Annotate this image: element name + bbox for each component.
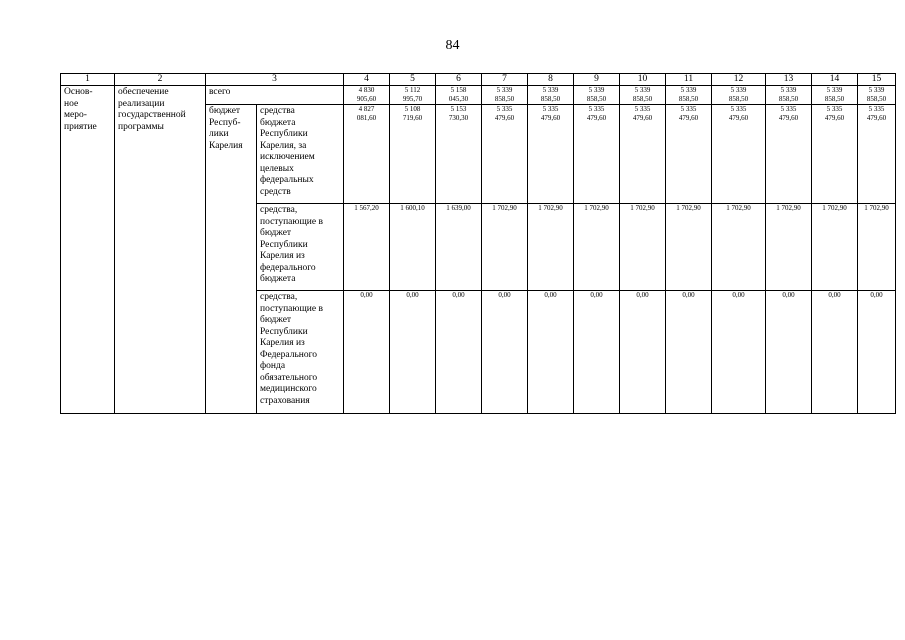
foms-value-cell: 0,00: [436, 291, 482, 414]
header-col-2: 2: [115, 74, 206, 86]
foms-value-cell: 0,00: [812, 291, 858, 414]
header-col-3: 3: [206, 74, 344, 86]
total-value-cell: 5 339 858,50: [812, 86, 858, 105]
rk-own-value-cell: 5 335 479,60: [766, 105, 812, 204]
total-value-cell: 5 339 858,50: [620, 86, 666, 105]
page-number: 84: [445, 38, 460, 53]
federal-value-cell: 1 639,00: [436, 204, 482, 291]
activity-type-cell: Основ- ное меро- приятие: [61, 86, 115, 414]
total-value-cell: 5 158 045,30: [436, 86, 482, 105]
budget-source-cell: бюджет Респуб- лики Карелия: [206, 105, 257, 414]
rk-own-value-cell: 4 827 081,60: [344, 105, 390, 204]
federal-value-cell: 1 702,90: [766, 204, 812, 291]
header-col-13: 13: [766, 74, 812, 86]
federal-value-cell: 1 702,90: [666, 204, 712, 291]
federal-value-cell: 1 702,90: [620, 204, 666, 291]
foms-value-cell: 0,00: [620, 291, 666, 414]
federal-value-cell: 1 600,10: [390, 204, 436, 291]
federal-value-cell: 1 567,20: [344, 204, 390, 291]
rk-own-value-cell: 5 335 479,60: [574, 105, 620, 204]
federal-budget-label: средства, поступающие в бюджет Республики Карелия из федерального бюджета: [257, 204, 344, 291]
federal-value-cell: 1 702,90: [812, 204, 858, 291]
federal-value-cell: 1 702,90: [858, 204, 896, 291]
header-col-12: 12: [712, 74, 766, 86]
rk-own-funds-label: средства бюджета Республики Карелия, за исключением целевых федеральных средств: [257, 105, 344, 204]
total-value-cell: 5 339 858,50: [574, 86, 620, 105]
federal-value-cell: 1 702,90: [482, 204, 528, 291]
header-row: [61, 74, 896, 86]
total-label-cell: всего: [206, 86, 344, 105]
rk-own-value-cell: 5 335 479,60: [620, 105, 666, 204]
activity-name-cell: обеспечение реализации государственной программы: [115, 86, 206, 414]
foms-value-cell: 0,00: [666, 291, 712, 414]
rk-own-value-cell: 5 335 479,60: [528, 105, 574, 204]
header-col-15: 15: [858, 74, 896, 86]
total-value-cell: 5 112 995,70: [390, 86, 436, 105]
federal-value-cell: 1 702,90: [574, 204, 620, 291]
header-col-11: 11: [666, 74, 712, 86]
federal-value-cell: 1 702,90: [528, 204, 574, 291]
header-col-5: 5: [390, 74, 436, 86]
rk-own-value-cell: 5 335 479,60: [812, 105, 858, 204]
header-col-9: 9: [574, 74, 620, 86]
foms-value-cell: 0,00: [766, 291, 812, 414]
rk-own-value-cell: 5 335 479,60: [482, 105, 528, 204]
header-col-7: 7: [482, 74, 528, 86]
total-value-cell: 5 339 858,50: [666, 86, 712, 105]
rk-own-value-cell: 5 335 479,60: [712, 105, 766, 204]
header-col-8: 8: [528, 74, 574, 86]
rk-own-value-cell: 5 335 479,60: [858, 105, 896, 204]
rk-own-value-cell: 5 153 730,30: [436, 105, 482, 204]
foms-value-cell: 0,00: [858, 291, 896, 414]
rk-own-value-cell: 5 335 479,60: [666, 105, 712, 204]
foms-value-cell: 0,00: [712, 291, 766, 414]
foms-value-cell: 0,00: [574, 291, 620, 414]
total-value-cell: 5 339 858,50: [482, 86, 528, 105]
foms-value-cell: 0,00: [528, 291, 574, 414]
total-value-cell: 4 830 905,60: [344, 86, 390, 105]
header-col-6: 6: [436, 74, 482, 86]
row-total: [61, 86, 896, 105]
total-value-cell: 5 339 858,50: [766, 86, 812, 105]
foms-value-cell: 0,00: [390, 291, 436, 414]
foms-value-cell: 0,00: [344, 291, 390, 414]
header-col-4: 4: [344, 74, 390, 86]
header-col-1: 1: [61, 74, 115, 86]
header-col-10: 10: [620, 74, 666, 86]
foms-value-cell: 0,00: [482, 291, 528, 414]
rk-own-value-cell: 5 108 719,60: [390, 105, 436, 204]
header-col-14: 14: [812, 74, 858, 86]
budget-table: [60, 73, 896, 414]
total-value-cell: 5 339 858,50: [858, 86, 896, 105]
foms-label: средства, поступающие в бюджет Республики Карелия из Федерального фонда обязательного медицинского страхования: [257, 291, 344, 414]
total-value-cell: 5 339 858,50: [712, 86, 766, 105]
total-value-cell: 5 339 858,50: [528, 86, 574, 105]
federal-value-cell: 1 702,90: [712, 204, 766, 291]
